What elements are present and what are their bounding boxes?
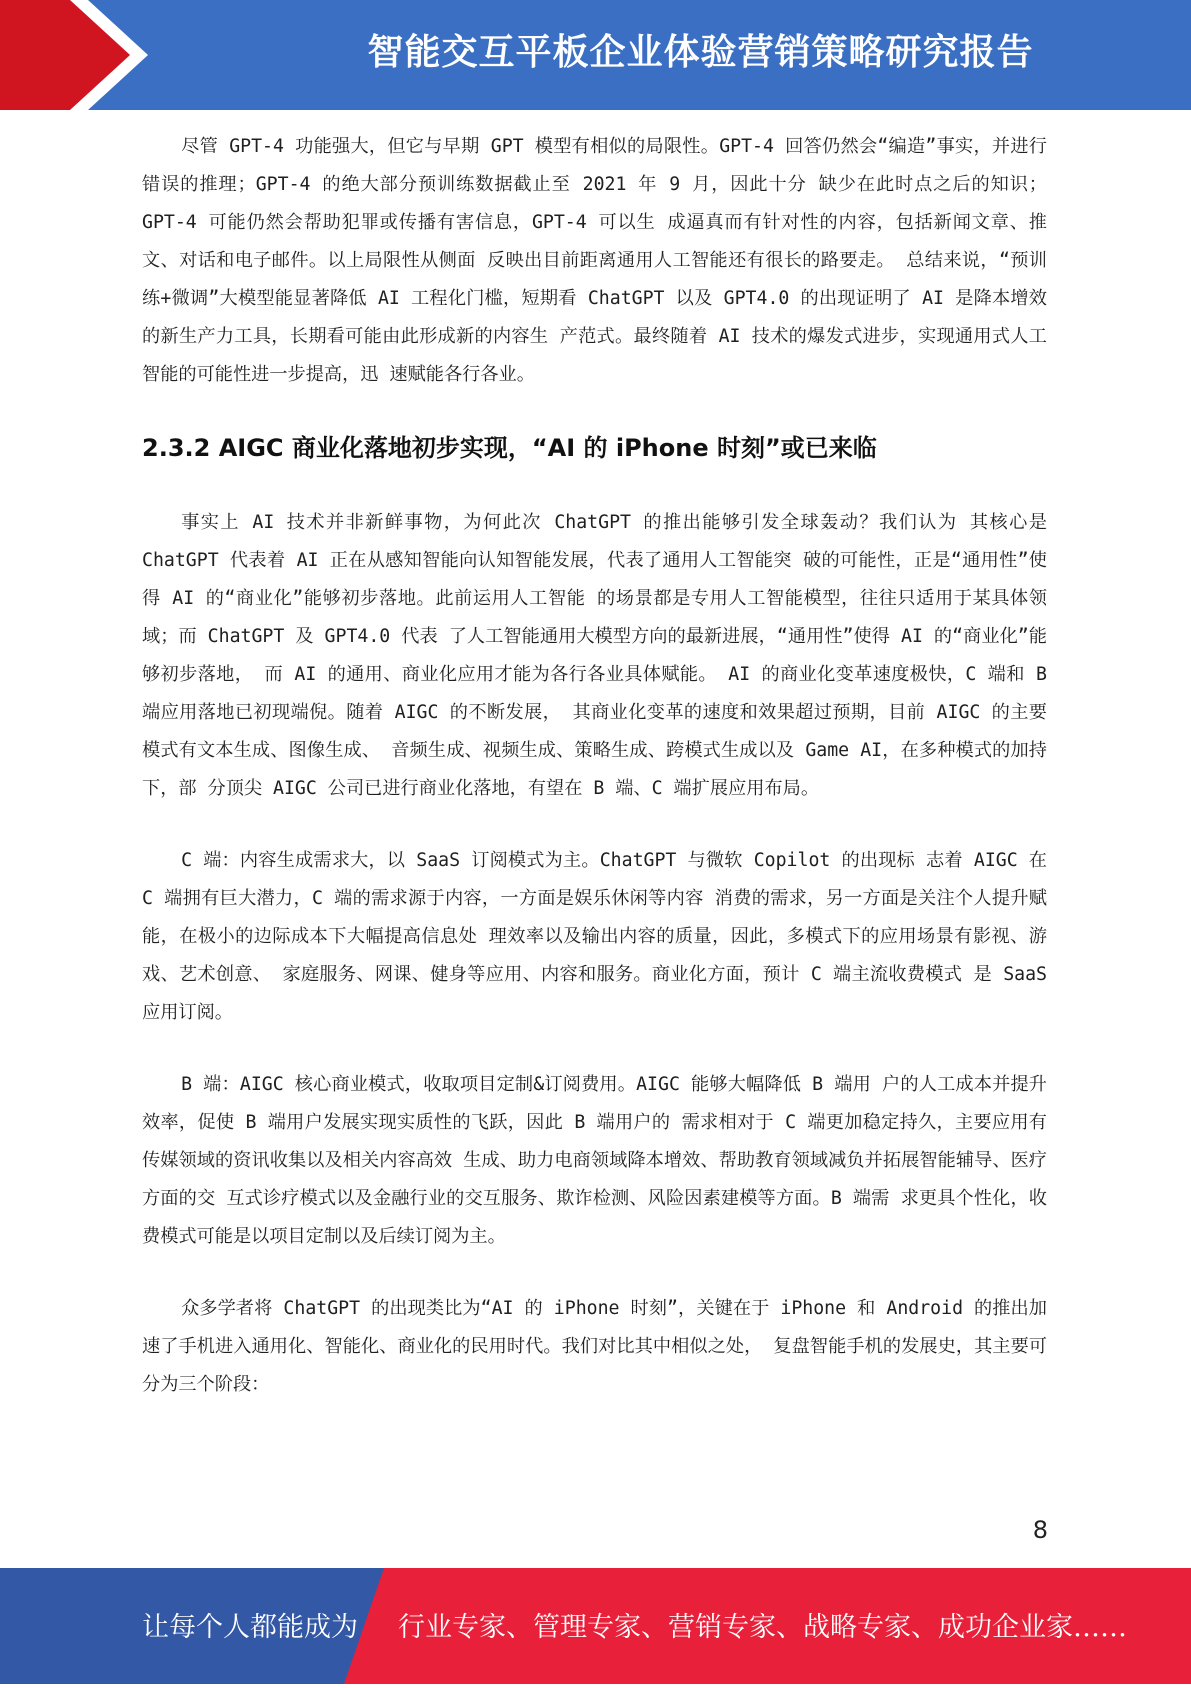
page-number: 8 — [1032, 1516, 1048, 1544]
document-body — [142, 128, 1047, 1438]
footer-slogan-right: 行业专家、管理专家、营销专家、战略专家、成功企业家…… — [398, 1612, 1127, 1643]
header-arrow-decoration — [0, 0, 160, 110]
body-paragraph: C 端：内容生成需求大，以 SaaS 订阅模式为主。ChatGPT 与微软 Copilot 的出现标 志着 AIGC 在 C 端拥有巨大潜力，C 端的需求源于内容，一方面是娱乐休闲等内容 消费的需求，另一方面是关注个人提升赋能，在极小的边际成本下大幅提高信息处 理效率以及输出内容的质量，因此，多模式下的应用场景有影视、游戏、艺术创意、 家庭服务、网课、健身等应用、内容和服务。商业化方面，预计 C 端主流收费模式 是 SaaS 应用订阅。 — [142, 850, 1047, 1023]
page-header — [0, 0, 1191, 110]
body-paragraph: 事实上 AI 技术并非新鲜事物，为何此次 ChatGPT 的推出能够引发全球轰动？我们认为 其核心是 ChatGPT 代表着 AI 正在从感知智能向认知智能发展，代表了通用人工智能突 破的可能性，正是“通用性”使得 AI 的“商业化”能够初步落地。此前运用人工智能 的场景都是专用人工智能模型，往往只适用于某具体领域；而 ChatGPT 及 GPT4.0 代表 了人工智能通用大模型方向的最新进展，“通用性”使得 AI 的“商业化”能够初步落地， 而 AI 的通用、商业化应用才能为各行各业具体赋能。 AI 的商业化变革速度极快，C 端和 B 端应用落地已初现端倪。随着 AIGC 的不断发展， 其商业化变革的速度和效果超过预期，目前 AIGC 的主要模式有文本生成、图像生成、 音频生成、视频生成、策略生成、跨模式生成以及 Game AI，在多种模式的加持下，部 分顶尖 AIGC 公司已进行商业化落地，有望在 B 端、C 端扩展应用布局。 — [142, 512, 1047, 799]
body-paragraph: 尽管 GPT-4 功能强大，但它与早期 GPT 模型有相似的局限性。GPT-4 回答仍然会“编造”事实，并进行错误的推理；GPT-4 的绝大部分预训练数据截止至 2021 年 9 月，因此十分 缺少在此时点之后的知识；GPT-4 可能仍然会帮助犯罪或传播有害信息，GPT-4 可以生 成逼真而有针对性的内容，包括新闻文章、推文、对话和电子邮件。以上局限性从侧面 反映出目前距离通用人工智能还有很长的路要走。 总结来说，“预训练+微调”大模型能显著降低 AI 工程化门槛，短期看 ChatGPT 以及 GPT4.0 的出现证明了 AI 是降本增效的新生产力工具，长期看可能由此形成新的内容生 产范式。最终随着 AI 技术的爆发式进步，实现通用式人工智能的可能性进一步提高，迅 速赋能各行各业。 — [142, 136, 1047, 385]
body-paragraph: 众多学者将 ChatGPT 的出现类比为“AI 的 iPhone 时刻”，关键在于 iPhone 和 Android 的推出加速了手机进入通用化、智能化、商业化的民用时代。我们对比其中相似之处， 复盘智能手机的发展史，其主要可分为三个阶段： — [142, 1298, 1047, 1395]
report-title: 智能交互平板企业体验营销策略研究报告 — [367, 32, 1034, 73]
body-paragraph: B 端：AIGC 核心商业模式，收取项目定制&订阅费用。AIGC 能够大幅降低 B 端用 户的人工成本并提升效率，促使 B 端用户发展实现实质性的飞跃，因此 B 端用户的 需求相对于 C 端更加稳定持久，主要应用有传媒领域的资讯收集以及相关内容高效 生成、助力电商领域降本增效、帮助教育领域减负并拓展智能辅导、医疗方面的交 互式诊疗模式以及金融行业的交互服务、欺诈检测、风险因素建模等方面。B 端需 求更具个性化，收费模式可能是以项目定制以及后续订阅为主。 — [142, 1074, 1047, 1247]
footer-slogan-left: 让每个人都能成为 — [142, 1612, 358, 1643]
page-footer — [0, 1568, 1191, 1684]
section-heading: 2.3.2 AIGC 商业化落地初步实现，“AI 的 iPhone 时刻”或已来临 — [142, 434, 877, 462]
